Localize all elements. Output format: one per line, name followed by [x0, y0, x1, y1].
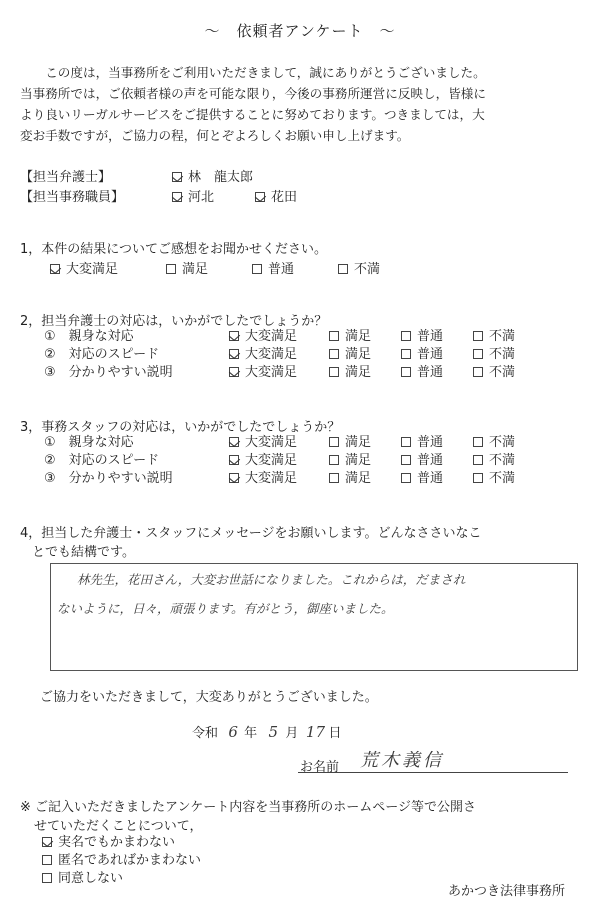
clerk2-name: 花田	[271, 190, 298, 205]
survey-title: ～ 依頼者アンケート ～	[204, 22, 396, 40]
q1-checkbox[interactable]	[50, 264, 60, 274]
q2-row	[44, 328, 515, 346]
q2-checkbox[interactable]	[329, 367, 339, 377]
lawyer-name: 林 龍太郎	[188, 170, 254, 185]
q4-question-line-2: とでも結構です。	[32, 545, 135, 560]
intro-line-1: この度は，当事務所をご利用いただきまして，誠にありがとうございました。	[45, 65, 486, 80]
q2-checkbox[interactable]	[473, 367, 483, 377]
q2-option[interactable]	[401, 364, 473, 382]
intro-text	[20, 62, 590, 146]
q2-row	[44, 346, 515, 364]
clerk2-checkbox[interactable]	[255, 192, 265, 202]
q1-checkbox[interactable]	[166, 264, 176, 274]
q3-option[interactable]	[401, 452, 473, 470]
q2-row-label: ② 対応のスピード	[44, 347, 160, 362]
q3-option[interactable]	[329, 470, 401, 488]
q3-row-label: ③ 分かりやすい説明	[44, 471, 173, 486]
q2-checkbox[interactable]	[473, 349, 483, 359]
q3-option-label: 大変満足	[245, 435, 298, 450]
date-year[interactable]: 6	[228, 723, 238, 741]
publish-note-line-2: せていただくことについて，	[34, 819, 203, 834]
q1-checkbox[interactable]	[338, 264, 348, 274]
q2-option-label: 大変満足	[245, 347, 298, 362]
q2-checkbox[interactable]	[473, 331, 483, 341]
q3-checkbox[interactable]	[329, 455, 339, 465]
q2-checkbox[interactable]	[229, 367, 239, 377]
q2-option[interactable]	[401, 346, 473, 364]
signature-line	[298, 772, 568, 773]
q2-option-label: 不満	[489, 365, 516, 380]
q2-row	[44, 364, 515, 382]
q1-option-label: 大変満足	[66, 262, 119, 277]
date-field	[192, 722, 341, 741]
q2-row-label: ① 親身な対応	[44, 329, 134, 344]
q3-checkbox[interactable]	[401, 455, 411, 465]
q2-option-label: 満足	[345, 329, 372, 344]
q3-option-label: 満足	[345, 471, 372, 486]
date-month[interactable]: 5	[268, 723, 279, 741]
q2-option[interactable]	[473, 346, 515, 364]
publish-option[interactable]	[42, 852, 201, 870]
firm-name: あかつき法律事務所	[448, 884, 566, 899]
q3-row-label: ① 親身な対応	[44, 435, 134, 450]
lawyer-checkbox[interactable]	[172, 172, 182, 182]
q3-option[interactable]	[229, 452, 329, 470]
q3-checkbox[interactable]	[401, 473, 411, 483]
q3-option-label: 普通	[417, 435, 444, 450]
q3-option-label: 大変満足	[245, 453, 298, 468]
publish-note-line-1: ※ ご記入いただきましたアンケート内容を当事務所のホームページ等で公開さ	[20, 800, 476, 815]
q2-option-label: 満足	[345, 347, 372, 362]
q3-checkbox[interactable]	[473, 455, 483, 465]
message-line-1: 林先生，花田さん，大変お世話になりました。これからは，だまされ	[77, 572, 466, 587]
q3-items	[44, 434, 515, 488]
q3-option-label: 不満	[489, 471, 516, 486]
q2-option-label: 普通	[417, 365, 444, 380]
publish-option-label: 実名でもかまわない	[58, 835, 176, 850]
q2-option[interactable]	[473, 364, 515, 382]
q2-checkbox[interactable]	[401, 331, 411, 341]
intro-line-2: 当事務所では，ご依頼者様の声を可能な限り，今後の事務所運営に反映し，皆様に	[20, 86, 486, 101]
q2-option[interactable]	[229, 346, 329, 364]
clerk1-name: 河北	[188, 190, 215, 205]
intro-line-3: より良いリーガルサービスをご提供することに努めております。つきましては，大	[20, 107, 485, 122]
q3-checkbox[interactable]	[329, 437, 339, 447]
q2-option[interactable]	[329, 364, 401, 382]
intro-line-4: 変お手数ですが，ご協力の程，何とぞよろしくお願い申し上げます。	[20, 128, 410, 143]
q3-checkbox[interactable]	[229, 455, 239, 465]
lawyer-field	[172, 166, 253, 185]
q2-option-label: 満足	[345, 365, 372, 380]
q1-checkbox[interactable]	[252, 264, 262, 274]
q3-checkbox[interactable]	[229, 437, 239, 447]
q3-checkbox[interactable]	[401, 437, 411, 447]
q3-checkbox[interactable]	[473, 473, 483, 483]
publish-option[interactable]	[42, 834, 201, 852]
q1-option[interactable]	[252, 258, 338, 277]
q3-option-label: 満足	[345, 435, 372, 450]
q3-checkbox[interactable]	[473, 437, 483, 447]
q3-option-label: 不満	[489, 453, 516, 468]
q2-checkbox[interactable]	[229, 331, 239, 341]
q1-option[interactable]	[50, 258, 166, 277]
q3-option[interactable]	[473, 452, 515, 470]
q3-option-label: 不満	[489, 435, 516, 450]
q3-checkbox[interactable]	[229, 473, 239, 483]
publish-checkbox[interactable]	[42, 855, 52, 865]
publish-checkbox[interactable]	[42, 873, 52, 883]
clerk2-field	[255, 186, 297, 205]
q4-question-line-1: 4，担当した弁護士・スタッフにメッセージをお願いします。どんなささいなこ	[20, 526, 482, 541]
q2-checkbox[interactable]	[329, 349, 339, 359]
q3-row	[44, 452, 515, 470]
name-label: お名前	[300, 760, 340, 775]
thanks-text: ご協力をいただきまして，大変ありがとうございました。	[40, 690, 378, 705]
message-box[interactable]	[50, 563, 578, 671]
message-line-2: ないように，日々，頑張ります。有がとう，御座いました。	[57, 601, 394, 616]
q2-question: 2，担当弁護士の対応は，いかがでしたでしょうか？	[20, 314, 328, 329]
q3-option[interactable]	[229, 470, 329, 488]
q2-option-label: 不満	[489, 329, 516, 344]
date-day-unit: 日	[328, 726, 342, 741]
clerk1-field	[172, 186, 214, 205]
q2-checkbox[interactable]	[401, 349, 411, 359]
publish-option[interactable]	[42, 870, 201, 888]
q3-row	[44, 434, 515, 452]
q1-option[interactable]	[166, 258, 252, 277]
q2-option[interactable]	[401, 328, 473, 346]
clerk-label: 【担当事務職員】	[20, 190, 125, 205]
q3-option-label: 大変満足	[245, 471, 298, 486]
q3-option-label: 普通	[417, 453, 444, 468]
q1-option-label: 不満	[354, 262, 381, 277]
q2-option[interactable]	[229, 328, 329, 346]
date-year-unit: 年	[244, 726, 258, 741]
q3-option[interactable]	[473, 434, 515, 452]
q2-option[interactable]	[329, 328, 401, 346]
q1-option-label: 普通	[268, 262, 295, 277]
q2-option-label: 普通	[417, 329, 444, 344]
q3-option[interactable]	[401, 470, 473, 488]
q3-option[interactable]	[329, 434, 401, 452]
q2-option[interactable]	[473, 328, 515, 346]
q3-option[interactable]	[473, 470, 515, 488]
q2-checkbox[interactable]	[329, 331, 339, 341]
publish-option-label: 匿名であればかまわない	[58, 853, 202, 868]
q2-option-label: 普通	[417, 347, 444, 362]
date-day[interactable]: 17	[305, 723, 326, 741]
q2-checkbox[interactable]	[229, 349, 239, 359]
q3-option[interactable]	[229, 434, 329, 452]
q3-question: 3，事務スタッフの対応は，いかがでしたでしょうか？	[20, 420, 341, 435]
q3-checkbox[interactable]	[329, 473, 339, 483]
q2-option-label: 大変満足	[245, 329, 298, 344]
q2-option-label: 不満	[489, 347, 516, 362]
q3-option-label: 満足	[345, 453, 372, 468]
q2-option-label: 大変満足	[245, 365, 298, 380]
q2-row-label: ③ 分かりやすい説明	[44, 365, 173, 380]
q1-options	[50, 258, 380, 277]
name-value[interactable]: 荒木義信	[360, 750, 444, 771]
q3-option[interactable]	[329, 452, 401, 470]
q2-option[interactable]	[329, 346, 401, 364]
q1-question: 1，本件の結果についてご感想をお聞かせください。	[20, 242, 328, 257]
q1-option[interactable]	[338, 258, 380, 277]
clerk1-checkbox[interactable]	[172, 192, 182, 202]
publish-checkbox[interactable]	[42, 837, 52, 847]
date-month-unit: 月	[285, 726, 299, 741]
q2-option[interactable]	[229, 364, 329, 382]
q3-option[interactable]	[401, 434, 473, 452]
q3-row-label: ② 対応のスピード	[44, 453, 160, 468]
lawyer-label: 【担当弁護士】	[20, 170, 112, 185]
publish-option-label: 同意しない	[58, 871, 124, 886]
publish-options	[42, 834, 201, 888]
q3-option-label: 普通	[417, 471, 444, 486]
q1-option-label: 満足	[182, 262, 209, 277]
q2-items	[44, 328, 515, 382]
date-era: 令和	[192, 726, 219, 741]
q2-checkbox[interactable]	[401, 367, 411, 377]
q3-row	[44, 470, 515, 488]
